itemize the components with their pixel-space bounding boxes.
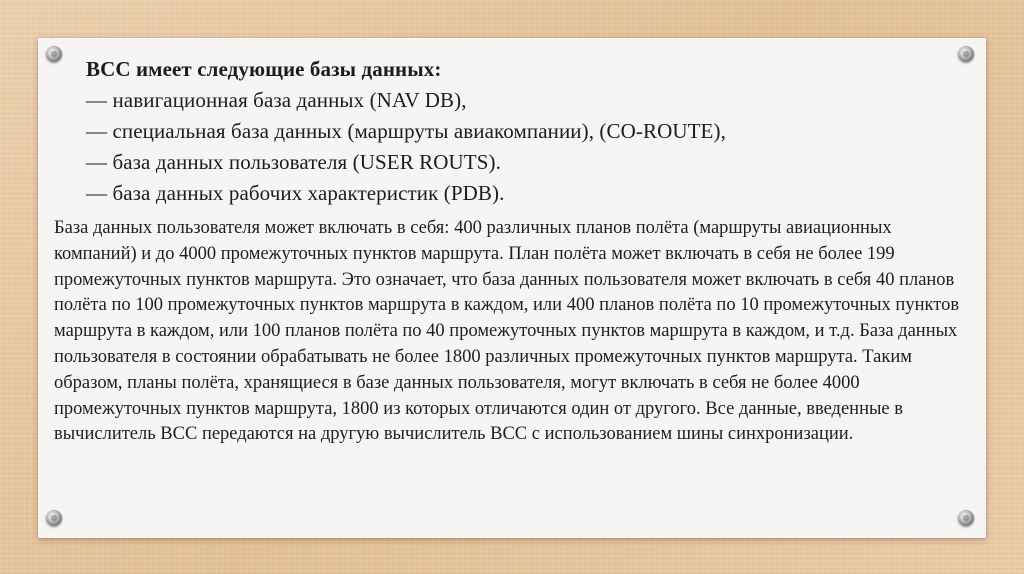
list-item-co-route: — специальная база данных (маршруты авиакомпании), (CO-ROUTE), <box>86 119 726 143</box>
pushpin-icon <box>46 510 62 526</box>
pushpin-icon <box>46 46 62 62</box>
database-list <box>86 54 946 209</box>
list-heading: ВСС имеет следующие базы данных: <box>86 57 442 81</box>
slide-paper <box>38 38 986 538</box>
list-item-nav-db: — навигационная база данных (NAV DB), <box>86 88 467 112</box>
pushpin-icon <box>958 510 974 526</box>
list-item-user-routs: — база данных пользователя (USER ROUTS). <box>86 150 501 174</box>
list-item-pdb: — база данных рабочих характеристик (PDB). <box>86 181 505 205</box>
pushpin-icon <box>958 46 974 62</box>
description-paragraph: База данных пользователя может включать в себя: 400 различных планов полёта (маршруты авиационных компаний) и до 4000 промежуточных пунктов маршрута. План полёта может включать в себя не более 199 промежуточных пунктов маршрута. Это означает, что база данных пользователя может включать в себя 40 планов полёта по 100 промежуточных пунктов маршрута в каждом, или 400 планов полёта по 10 промежуточных пунктов маршрута в каждом, или 100 планов полёта по 40 промежуточных пунктов маршрута в каждом, и т.д. База данных пользователя в состоянии обрабатывать не более 1800 различных промежуточных пунктов маршрута. Таким образом, планы полёта, хранящиеся в базе данных пользователя, могут включать в себя не более 4000 промежуточных пунктов маршрута, 1800 из которых отличаются один от другого. Все данные, введенные в вычислитель ВСС передаются на другую вычислитель ВСС с использованием шины синхронизации. <box>54 218 960 445</box>
